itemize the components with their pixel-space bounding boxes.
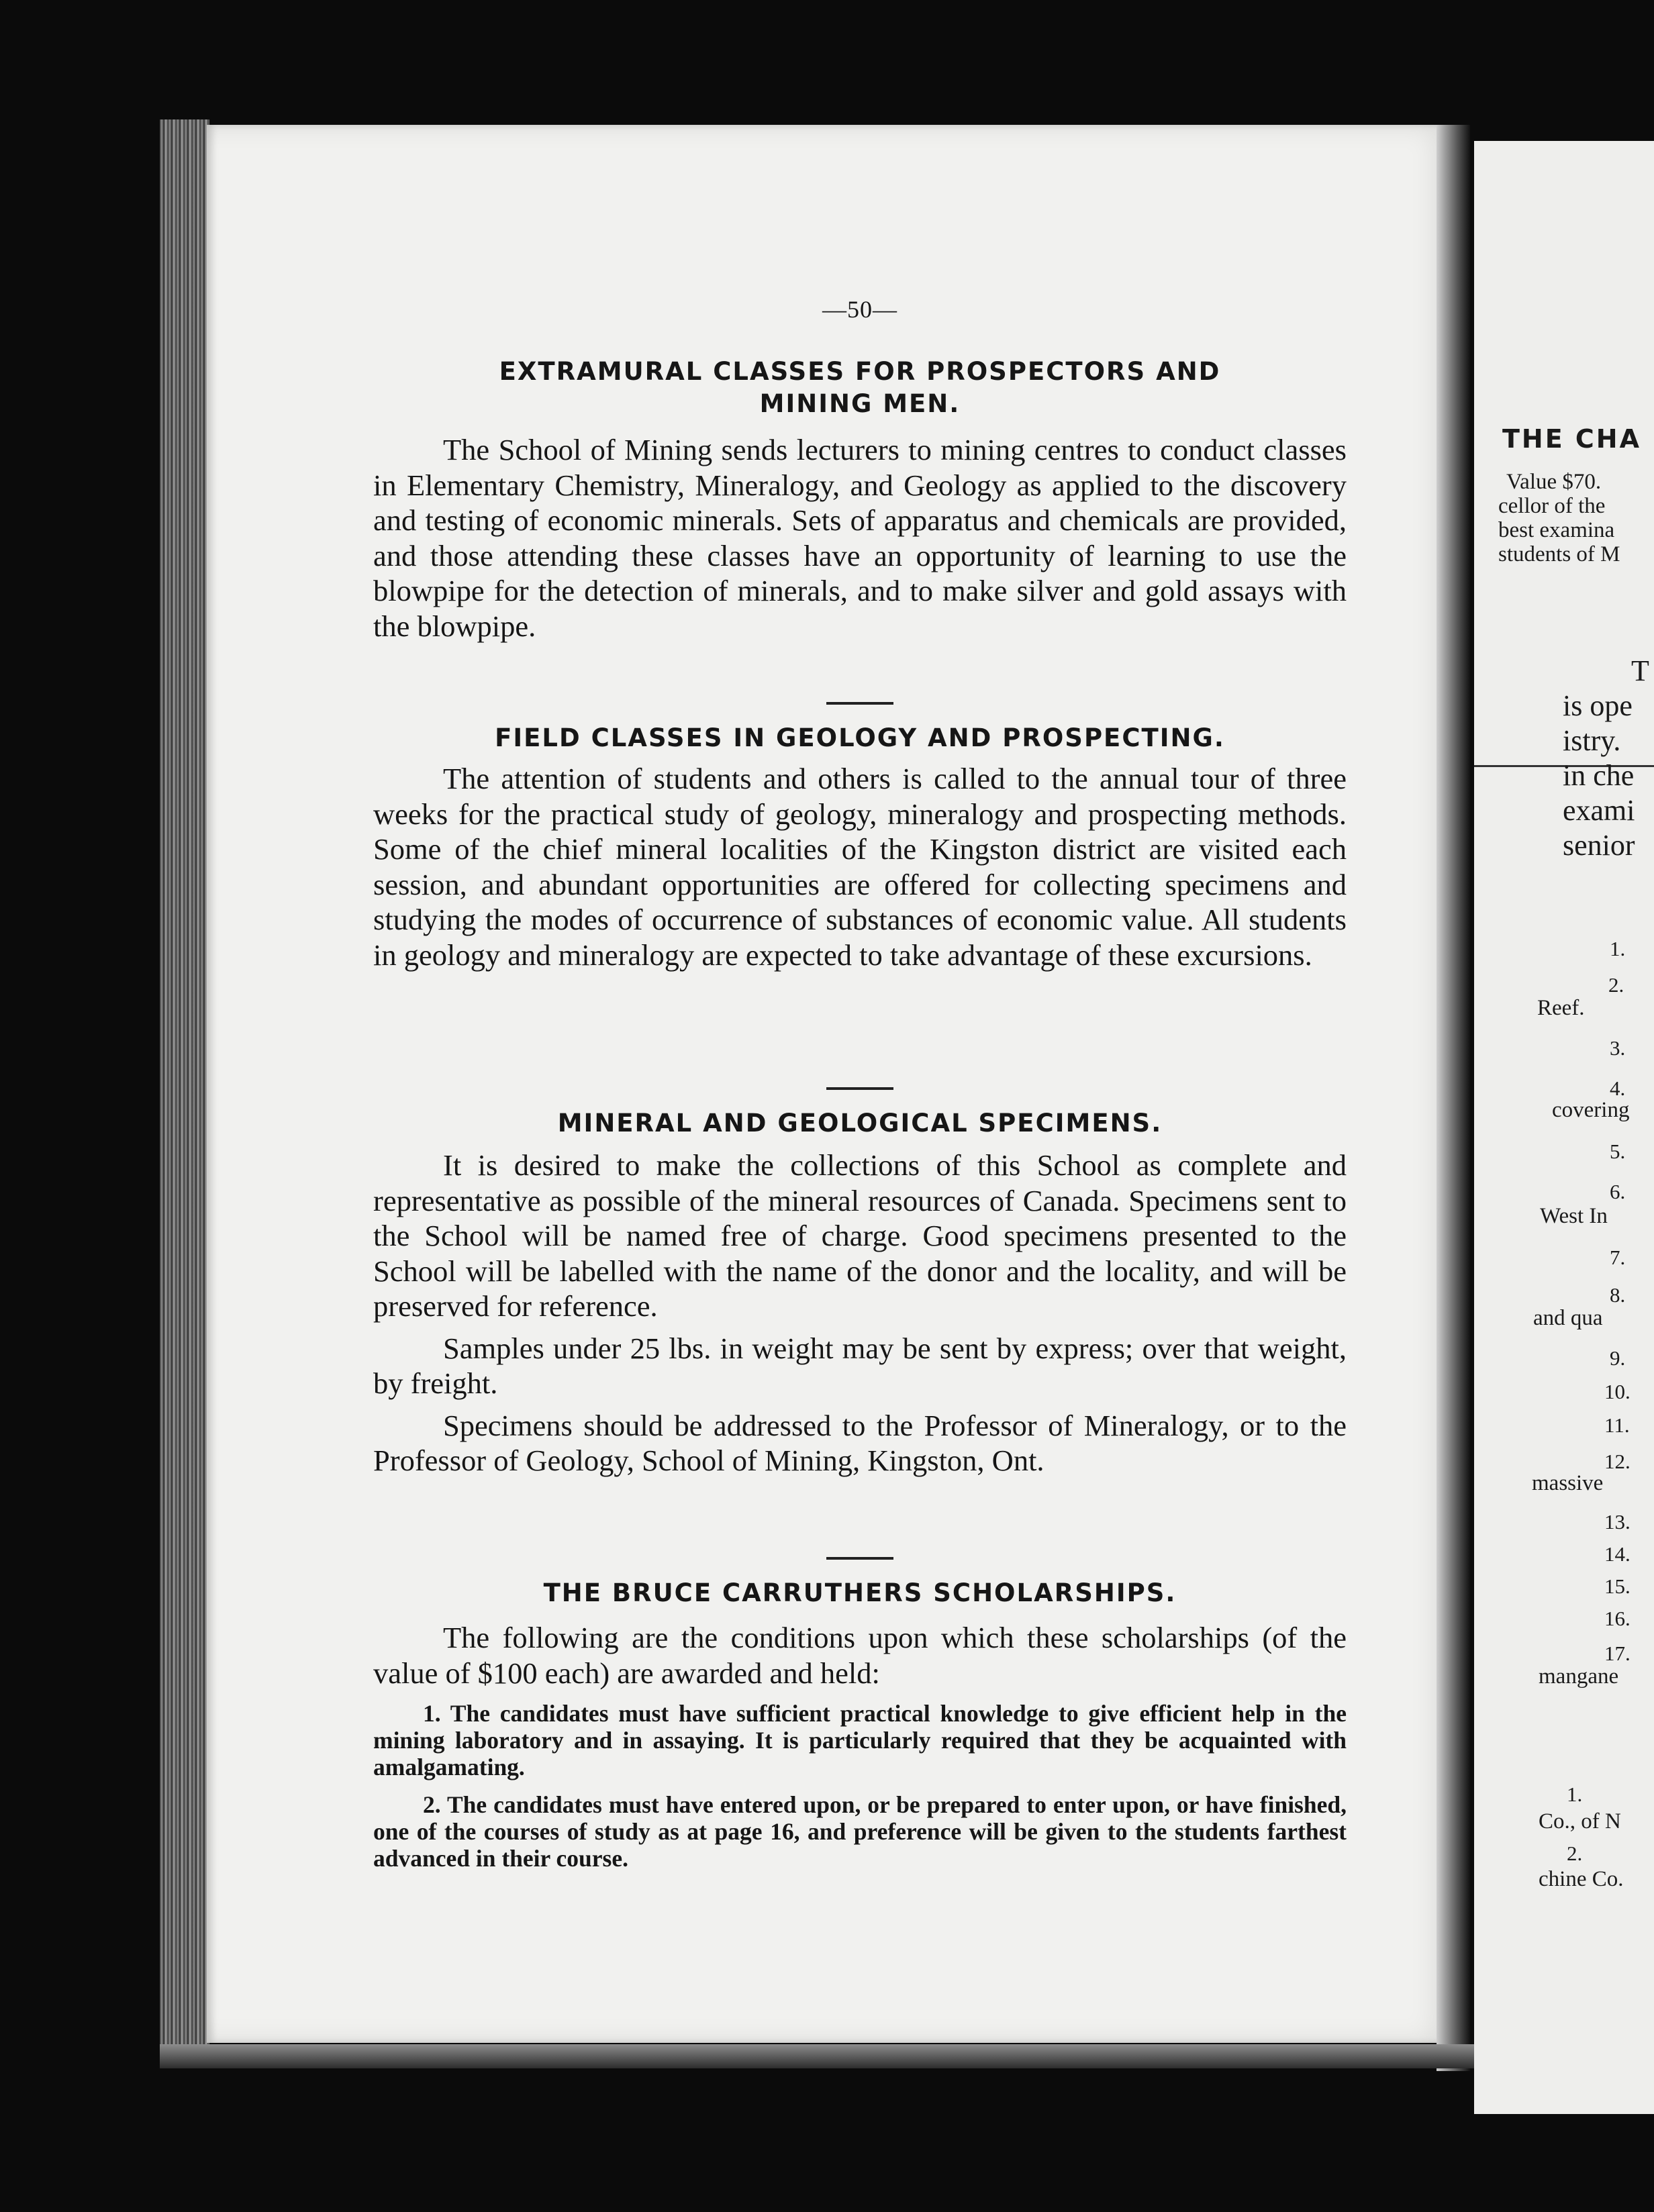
right-list-number: 17. [1604, 1642, 1631, 1665]
right-list-number: 12. [1604, 1450, 1631, 1473]
right-page-text: in che [1563, 759, 1635, 792]
section-heading: FIELD CLASSES IN GEOLOGY AND PROSPECTING. [495, 723, 1225, 752]
right-list-number: 15. [1604, 1574, 1631, 1598]
section-heading: MINERAL AND GEOLOGICAL SPECIMENS. [557, 1109, 1163, 1138]
right-footer-text: 1. [1567, 1782, 1583, 1806]
right-list-number: 1. [1610, 937, 1626, 960]
section-heading: EXTRAMURAL CLASSES FOR PROSPECTORS AND MINING MEN. [499, 357, 1221, 418]
right-list-number: 10. [1604, 1380, 1631, 1403]
section-paragraph: The School of Mining sends lecturers to mining centres to conduct classes in Elementary Chemistry, Mineralogy, and Geology as applied to the discovery and testing of economic minerals. Sets of apparatus and chemicals are provided, and those attending these classes have an opportunity of learning to use the blowpipe for the detection of minerals, and to make silver and gold assays with the blowpipe. [373, 433, 1347, 643]
right-footer-text: Co., of N [1539, 1809, 1621, 1833]
right-list-word: West In [1540, 1204, 1608, 1228]
right-page-text: exami [1563, 794, 1635, 827]
section-divider [373, 702, 1347, 705]
right-list-word: massive [1532, 1471, 1604, 1495]
page-number: —50— [822, 296, 897, 323]
right-page-text: students of M [1498, 542, 1620, 566]
right-list-word: Reef. [1537, 996, 1585, 1020]
right-list-number: 5. [1610, 1140, 1626, 1163]
section-divider [373, 1087, 1347, 1090]
section-paragraph: Specimens should be addressed to the Professor of Mineralogy, or to the Professor of Geology, School of Mining, Kingston, Ont. [373, 1408, 1347, 1477]
section-scholarships [373, 1577, 1347, 1872]
section-extramural [373, 356, 1347, 644]
scholarship-condition: 2. The candidates must have entered upon, or be prepared to enter upon, or have finished, one of the courses of study as at page 16, and preference will be given to the students farthest advanced in their course. [373, 1791, 1347, 1872]
right-list-number: 8. [1610, 1283, 1626, 1307]
right-list-number: 13. [1604, 1510, 1631, 1534]
section-specimens [373, 1107, 1347, 1478]
right-page-heading: THE CHA [1502, 424, 1642, 454]
right-list-number: 16. [1604, 1607, 1631, 1630]
right-list-number: 7. [1610, 1246, 1626, 1269]
section-paragraph: Samples under 25 lbs. in weight may be sent by express; over that weight, by freight. [373, 1331, 1347, 1400]
right-list-word: and qua [1533, 1306, 1603, 1330]
section-paragraph: The attention of students and others is called to the annual tour of three weeks for the practical study of geology, mineralogy and prospecting methods. Some of the chief mineral localities of the Kingston district are visited each session, and abundant opportunities are offered for collecting specimens and studying the modes of occurrence of substances of economic value. All students in geology and mineralogy are expected to take advantage of these excursions. [373, 762, 1347, 972]
right-page-text: is ope [1563, 689, 1633, 722]
book-gutter [1437, 125, 1470, 2071]
right-footer-text: 2. [1567, 1842, 1583, 1865]
section-divider [373, 1557, 1347, 1560]
book-page-edges [160, 119, 209, 2046]
section-paragraph: It is desired to make the collections of this School as complete and representative as possible of the mineral resources of Canada. Specimens sent to the School will be named free of charge. Good specimens presented to the School will be labelled with the name of the donor and the locality, and will be preserved for reference. [373, 1148, 1347, 1323]
right-page-text: senior [1563, 829, 1635, 862]
right-list-number: 4. [1610, 1076, 1626, 1100]
scholarship-condition: 1. The candidates must have sufficient practical knowledge to give efficient help in the mining laboratory and in assaying. It is particularly required that they be acquainted with amalgamating. [373, 1700, 1347, 1780]
section-heading: THE BRUCE CARRUTHERS SCHOLARSHIPS. [543, 1578, 1177, 1607]
right-list-number: 6. [1610, 1180, 1626, 1203]
right-page-text: istry. [1563, 724, 1621, 757]
right-footer-text: chine Co. [1539, 1867, 1624, 1891]
right-list-number: 3. [1610, 1036, 1626, 1060]
book-bottom-edge [160, 2044, 1475, 2068]
right-list-number: 14. [1604, 1542, 1631, 1566]
right-page-text: cellor of the [1498, 494, 1606, 518]
right-list-number: 2. [1608, 973, 1624, 997]
right-page-text: T [1631, 654, 1649, 687]
right-list-word: covering [1552, 1098, 1630, 1122]
right-list-number: 9. [1610, 1346, 1626, 1370]
right-page-text: best examina [1498, 518, 1615, 542]
right-list-number: 11. [1604, 1413, 1630, 1437]
right-page [1474, 141, 1654, 2114]
section-paragraph: The following are the conditions upon which these scholarships (of the value of $100 each) are awarded and held: [373, 1621, 1347, 1690]
right-page-text: Value $70. [1506, 470, 1602, 494]
section-field-classes [373, 722, 1347, 972]
right-list-word: mangane [1539, 1664, 1619, 1689]
